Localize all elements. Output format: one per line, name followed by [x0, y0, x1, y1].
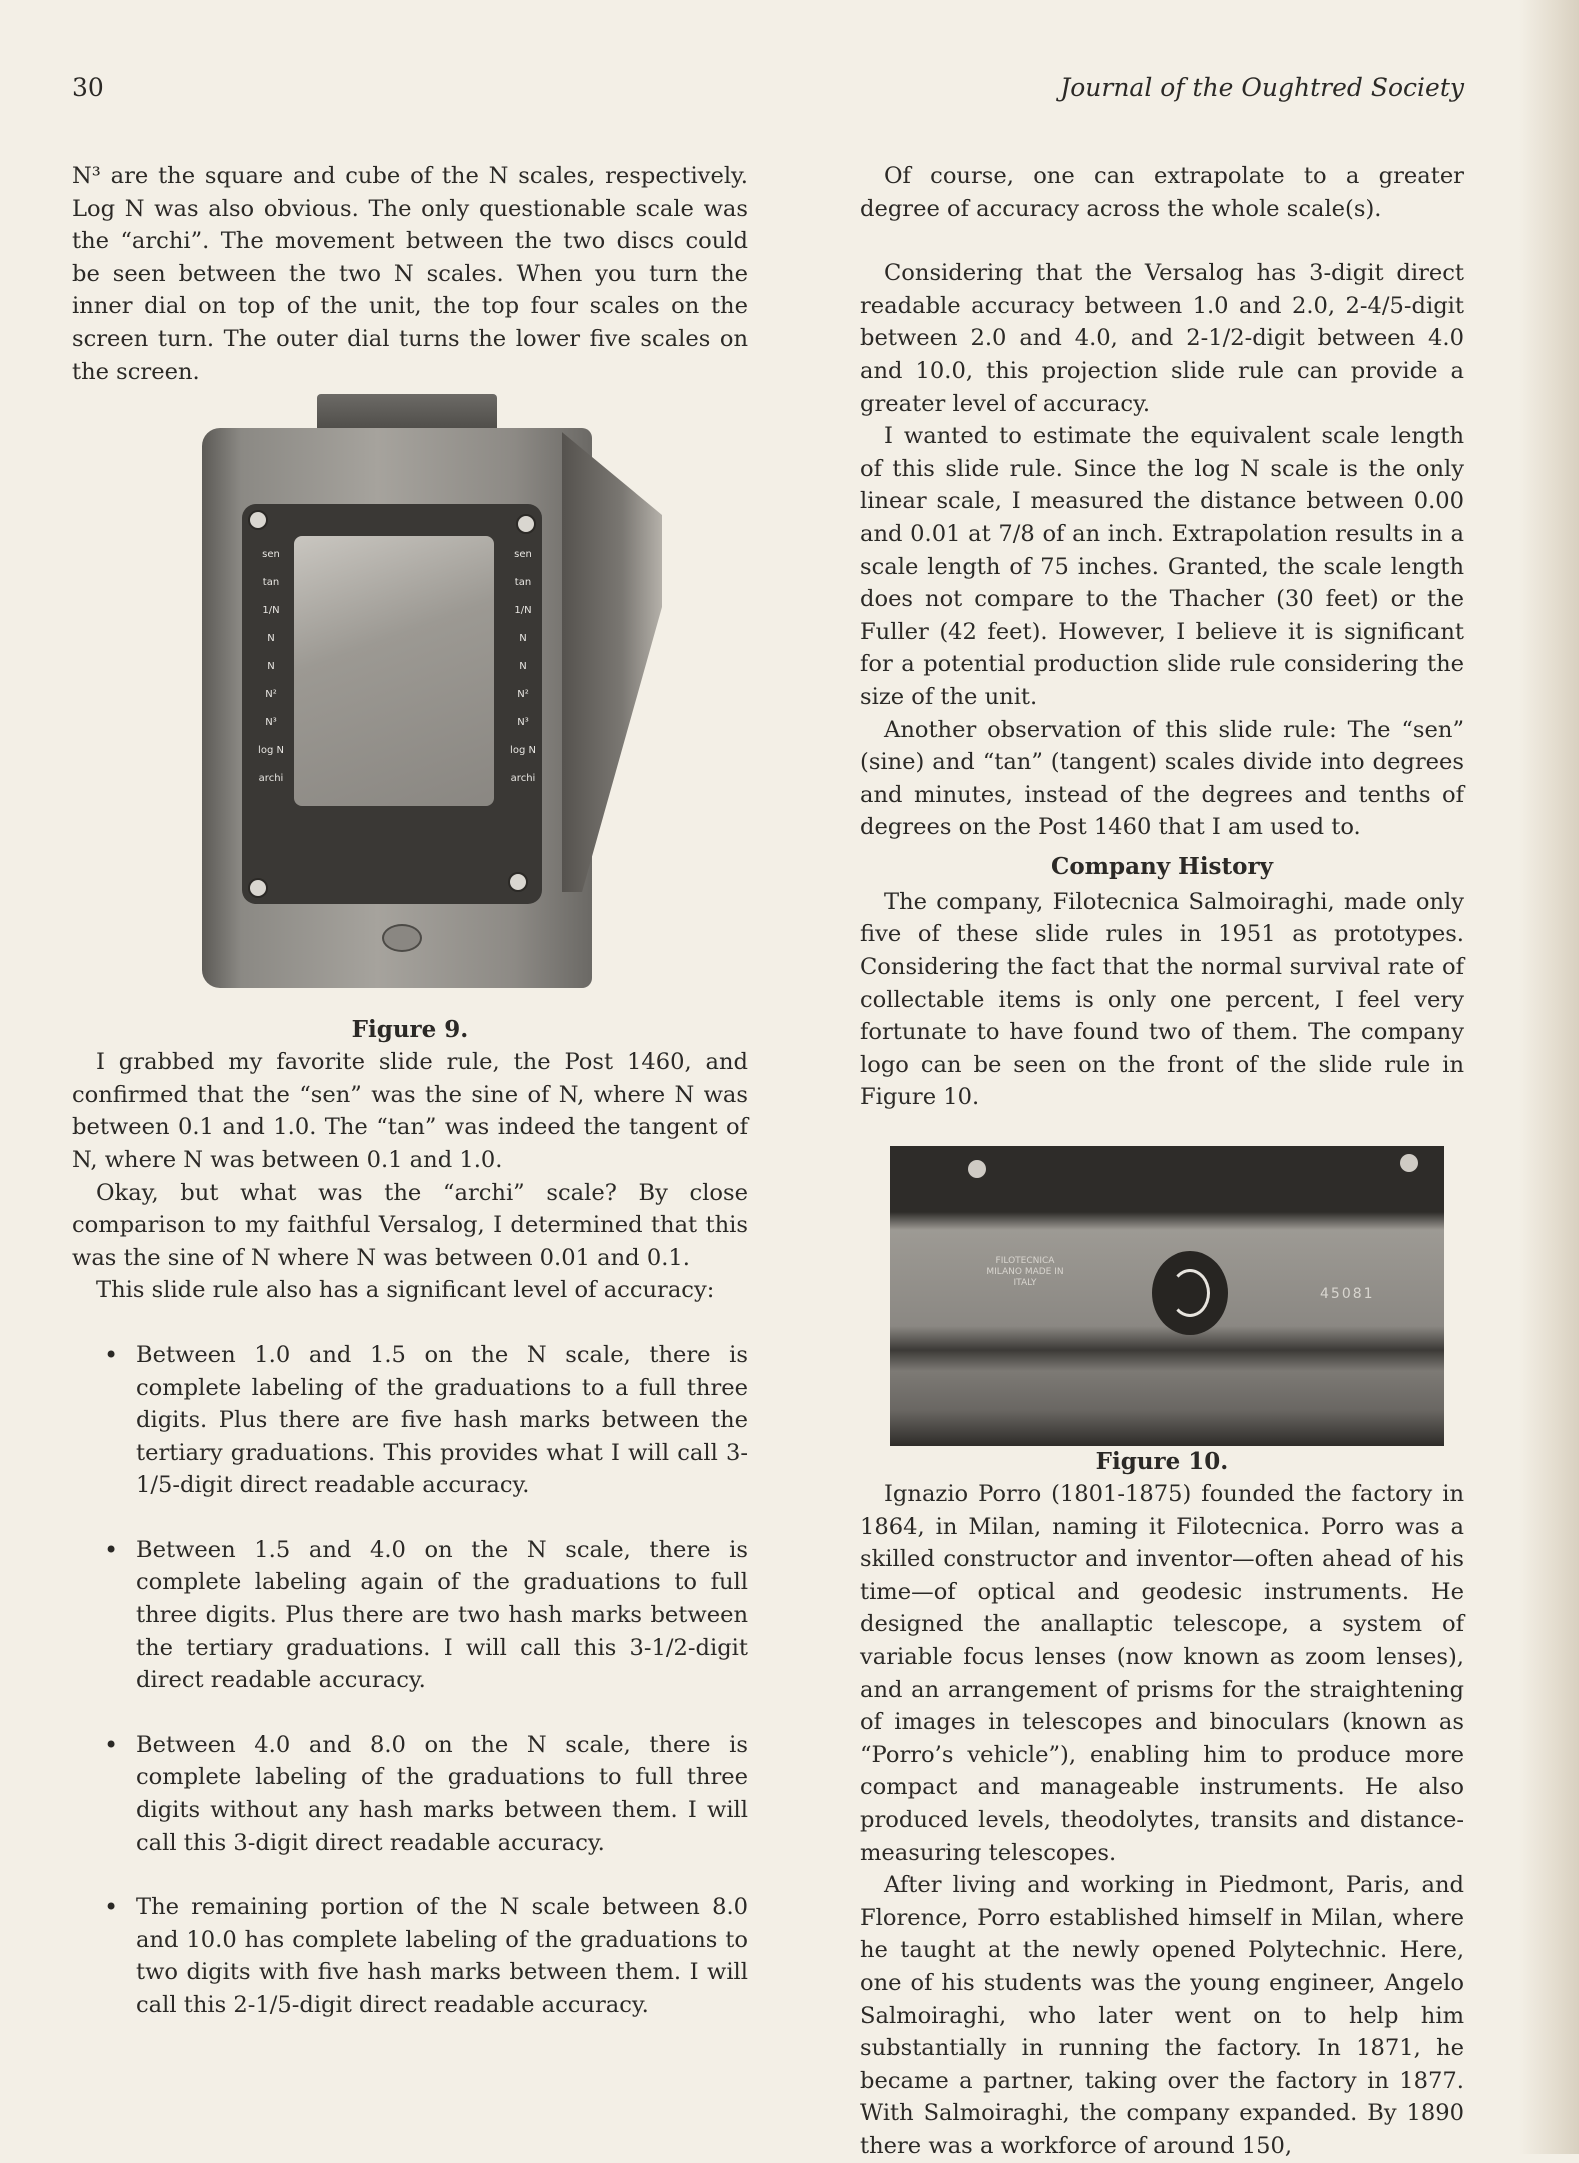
figure-9-image	[202, 394, 672, 1014]
running-head	[72, 70, 1464, 106]
list-item: • Between 1.5 and 4.0 on the N scale, there is complete labeling again of the graduations to full three digits. Plus there are two hash marks between the tertiary graduations. I will call this 3-1/2-digit direct readable accuracy.	[136, 1534, 748, 1697]
figure-9-caption: Figure 9.	[351, 1016, 469, 1044]
page-number: 30	[72, 73, 104, 102]
figure-10-caption: Figure 10.	[1095, 1448, 1229, 1476]
scale-label: 1/N	[514, 605, 532, 617]
scale-label: tan	[262, 577, 280, 589]
screw-icon	[248, 878, 268, 898]
scale-label: N³	[265, 717, 277, 729]
scale-labels-right	[498, 544, 548, 790]
paragraph: Of course, one can extrapolate to a greater degree of accuracy across the whole scale(s).	[860, 163, 1464, 222]
screw-icon	[1400, 1154, 1418, 1172]
dial-knob	[1152, 1251, 1228, 1335]
paragraph: The company, Filotecnica Salmoiraghi, made only five of these slide rules in 1951 as prototypes. Considering the fact that the normal survival rate of collectable items is only one percent, I feel very fortunate to have found two of them. The company logo can be seen on the front of the slide rule in Figure 10.	[860, 888, 1464, 1111]
accuracy-list	[72, 1339, 748, 2022]
scale-label: N	[267, 661, 275, 673]
projection-screen	[294, 536, 494, 806]
scale-label: N²	[265, 689, 277, 701]
paragraph: Another observation of this slide rule: The “sen” (sine) and “tan” (tangent) scales divide into degrees and minutes, instead of the degrees and tenths of degrees on the Post 1460 that I am used to.	[860, 716, 1464, 841]
scale-label: N	[267, 633, 275, 645]
scale-label: N	[519, 661, 527, 673]
list-item: • The remaining portion of the N scale between 8.0 and 10.0 has complete labeling of the graduations to two digits with five hash marks between them. I will call this 2-1/5-digit direct readable accuracy.	[136, 1891, 748, 2021]
scale-label: N²	[517, 689, 529, 701]
scale-label: N	[519, 633, 527, 645]
screw-icon	[968, 1160, 986, 1178]
device-knob	[382, 924, 422, 952]
left-column	[72, 160, 748, 2054]
device-bezel	[242, 504, 542, 904]
paragraph: This slide rule also has a significant level of accuracy:	[96, 1277, 715, 1304]
scale-label: 1/N	[262, 605, 280, 617]
paragraph: I wanted to estimate the equivalent scale length of this slide rule. Since the log N scale is the only linear scale, I measured the distance between 0.00 and 0.01 at 7/8 of an inch. Extrapolation results in a scale length of 75 inches. Granted, the scale length does not compare to the Thacher (30 feet) or the Fuller (42 feet). However, I believe it is significant for a potential production slide rule considering the size of the unit.	[860, 423, 1464, 710]
journal-title: Journal of the Oughtred Society	[1060, 73, 1464, 102]
scale-label: N³	[517, 717, 529, 729]
paragraph: After living and working in Piedmont, Paris, and Florence, Porro established himself in Milan, where he taught at the newly opened Polytechnic. Here, one of his students was the young engineer, Angelo Salmoiraghi, who later went on to help him substantially in running the factory. In 1871, he became a partner, taking over the factory in 1877. With Salmoiraghi, the company expanded. By 1890 there was a workforce of around 150,	[860, 1872, 1464, 2159]
list-item: • Between 1.0 and 1.5 on the N scale, there is complete labeling of the graduations to a full three digits. Plus there are five hash marks between the tertiary graduations. This provides what I will call 3-1/5-digit direct readable accuracy.	[136, 1339, 748, 1502]
scale-label: tan	[514, 577, 532, 589]
scale-label: archi	[510, 773, 536, 785]
scale-label: sen	[514, 549, 532, 561]
scale-label: log N	[510, 745, 536, 757]
paragraph: Considering that the Versalog has 3-digit direct readable accuracy between 1.0 and 2.0, 2-4/5-digit between 2.0 and 4.0, and 2-1/2-digit between 4.0 and 10.0, this projection slide rule can provide a greater level of accuracy.	[860, 260, 1464, 417]
scale-label: archi	[258, 773, 284, 785]
scale-label: log N	[258, 745, 284, 757]
paragraph: I grabbed my favorite slide rule, the Post 1460, and confirmed that the “sen” was the sine of N, where N was between 0.1 and 1.0. The “tan” was indeed the tangent of N, where N was between 0.1 and 1.0.	[72, 1049, 748, 1173]
right-column	[860, 160, 1464, 2163]
device-hood	[562, 432, 662, 892]
paragraph: Ignazio Porro (1801-1875) founded the factory in 1864, in Milan, naming it Filotecnica. Porro was a skilled constructor and inventor—often ahead of his time—of optical and geodesic instruments. He designed the anallaptic telescope, a system of variable focus lenses (now known as zoom lenses), and an arrangement of prisms for the straightening of images in telescopes and binoculars (known as “Porro’s vehicle”), enabling him to produce more compact and manageable instruments. He also produced levels, theodolytes, transits and distance-measuring telescopes.	[860, 1481, 1464, 1866]
scale-label: sen	[262, 549, 280, 561]
serial-number: 45081	[1320, 1286, 1375, 1303]
figure-10-image	[890, 1146, 1444, 1446]
paragraph: Okay, but what was the “archi” scale? By close comparison to my faithful Versalog, I determined that this was the sine of N where N was between 0.01 and 0.1.	[72, 1179, 748, 1271]
screw-icon	[248, 510, 268, 530]
paragraph: N³ are the square and cube of the N scales, respectively. Log N was also obvious. The only questionable scale was the “archi”. The movement between the two discs could be seen between the two N scales. When you turn the inner dial on top of the unit, the top four scales on the screen turn. The outer dial turns the lower five scales on the screen.	[72, 163, 748, 385]
page-edge-shadow	[1519, 0, 1579, 2154]
company-logo: FILOTECNICA MILANO MADE IN ITALY	[986, 1256, 1064, 1289]
screw-icon	[516, 514, 536, 534]
section-heading: Company History	[1051, 852, 1273, 880]
screw-icon	[508, 872, 528, 892]
scale-labels-left	[246, 544, 296, 790]
list-item: • Between 4.0 and 8.0 on the N scale, there is complete labeling of the graduations to full three digits without any hash marks between them. I will call this 3-digit direct readable accuracy.	[136, 1729, 748, 1859]
